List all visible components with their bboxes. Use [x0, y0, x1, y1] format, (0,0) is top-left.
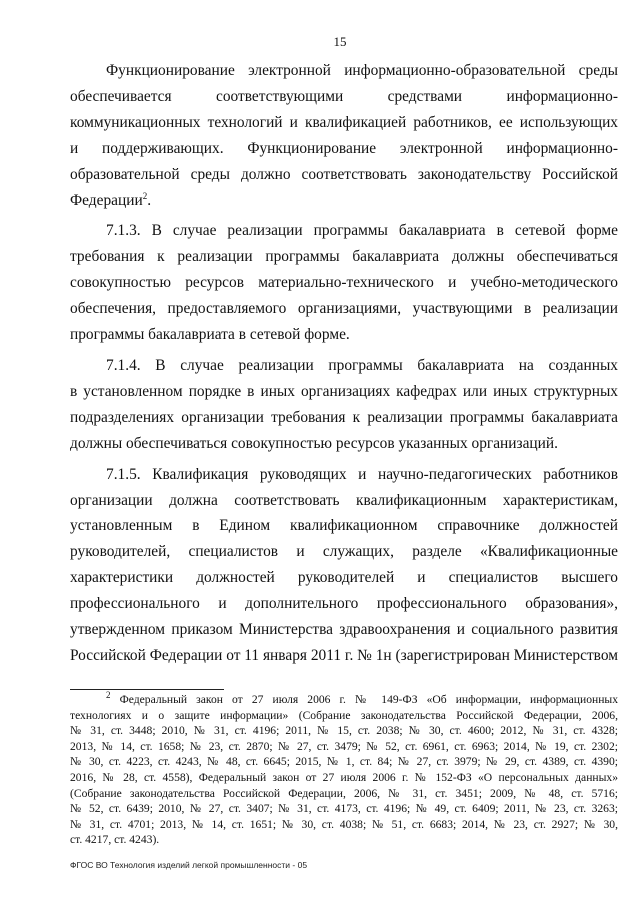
text-line: в установленном порядке в иных организациях кафедрах или иных структурных — [70, 382, 618, 400]
footnote-text: Федеральный закон от 27 июля 2006 г. № 149-ФЗ «Об информации, информационных — [119, 693, 619, 706]
document-footer: ФГОС ВО Технология изделий легкой промышленности - 05 — [70, 860, 308, 870]
page-number: 15 — [333, 34, 347, 49]
text-line: должны обеспечиваться совокупностью ресурсов указанных организаций. — [70, 434, 558, 452]
footnote-line: № 52, ст. 6439; 2010, № 27, ст. 3407; № 31, ст. 4173, ст. 4196; № 49, ст. 6409; 2011, № 23, ст. 3263; — [70, 802, 618, 816]
text-line: Функционирование электронной информационно-образовательной среды — [106, 62, 618, 79]
footnote-line: № 30, ст. 4223, ст. 4243, № 48, ст. 6645; 2015, № 1, ст. 84; № 27, ст. 3979; № 29, ст. 4389, ст. 4390; — [70, 755, 618, 769]
footnote-line: № 31, ст. 4701; 2013, № 14, ст. 1651; № 30, ст. 4038; № 51, ст. 6683; 2014, № 23, ст. 2927; № 30, — [70, 817, 618, 831]
text-line: 7.1.4. В случае реализации программы бакалавриата на созданных — [106, 356, 618, 374]
footnote-marker: 2 — [106, 690, 111, 701]
text-line: коммуникационных технологий и квалификацией работников, ее использующих — [70, 113, 618, 131]
text-line: организации должна соответствовать квалификационным характеристикам, — [70, 491, 618, 509]
text-line: и поддерживающих. Функционирование электронной информационно- — [70, 139, 618, 157]
text-line: руководителей, специалистов и служащих, разделе «Квалификационные — [70, 543, 618, 561]
text-line: образовательной среды должно соответствовать законодательству Российской — [70, 165, 618, 183]
paragraph-7-1-5 — [70, 462, 618, 669]
footnote-line: технологиях и о защите информации» (Собрание законодательства Российской Федерации, 2006, — [70, 708, 618, 722]
text-line: требования к реализации программы бакалавриата должны обеспечиваться — [70, 248, 618, 266]
paragraph-7-1-3 — [70, 218, 618, 348]
text-line: подразделениях организации требования к реализации программы бакалавриата — [70, 408, 618, 426]
text-line: 7.1.5. Квалификация руководящих и научно-педагогических работников — [106, 465, 618, 483]
footnote-line — [70, 692, 618, 708]
text-line-with-footnote: Федерации$^2$. — [70, 190, 152, 209]
footnote-reference[interactable]: 2 — [142, 190, 148, 201]
text-line: профессионального и дополнительного профессионального образования», — [70, 595, 618, 613]
footnote-separator — [70, 689, 224, 690]
text-line: Российской Федерации от 11 января 2011 г. № 1н (зарегистрирован Министерством — [70, 646, 618, 664]
footnote-line: 2016, № 28, ст. 4558), Федеральный закон от 27 июля 2006 г. № 152-ФЗ «О персональных данных» — [70, 770, 618, 784]
text-line: 7.1.3. В случае реализации программы бакалавриата в сетевой форме — [106, 222, 618, 240]
text-line: программы бакалавриата в сетевой форме. — [70, 326, 350, 344]
text-line: совокупностью ресурсов материально-технического и учебно-методического — [70, 274, 618, 292]
footnote — [70, 692, 618, 848]
footnote-line: ст. 4217, ст. 4243). — [70, 833, 160, 847]
text-line: характеристики должностей руководителей и специалистов высшего — [70, 569, 618, 587]
paragraph-eios — [70, 58, 618, 213]
footnote-line: (Собрание законодательства Российской Федерации, 2006, № 31, ст. 3451; 2009, № 48, ст. 5716; — [70, 786, 618, 800]
text-line: обеспечивается соответствующими средствами информационно- — [70, 87, 618, 105]
text-line: Федерации — [70, 191, 143, 209]
text-line: обеспечения, предоставляемого организациями, участвующими в реализации — [70, 300, 618, 318]
text-line: утвержденном приказом Министерства здравоохранения и социального развития — [70, 621, 618, 639]
text-line: установленным в Едином квалификационном справочнике должностей — [70, 517, 618, 535]
body-text — [70, 58, 618, 669]
footnote-line: № 31, ст. 3448; 2010, № 31, ст. 4196; 2011, № 15, ст. 2038; № 30, ст. 4600; 2012, № 31, ст. 4328; — [70, 724, 618, 738]
footnote-line: 2013, № 14, ст. 1658; № 23, ст. 2870; № 27, ст. 3479; № 52, ст. 6961, ст. 6963; 2014, № 19, ст. 2302; — [70, 739, 618, 753]
paragraph-7-1-4 — [70, 353, 618, 457]
